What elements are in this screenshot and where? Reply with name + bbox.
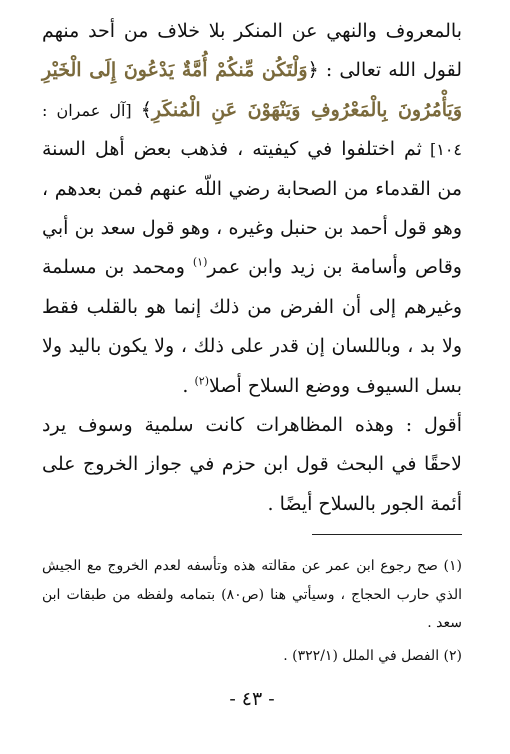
verse-open-bracket: ﴿ <box>307 59 319 82</box>
book-page <box>42 12 462 754</box>
footnote-divider <box>312 534 462 535</box>
verse-close-bracket: ﴾ <box>140 98 152 121</box>
paragraph-body: ثم اختلفوا في كيفيته ، فذهب بعض أهل السنة من القدماء من الصحابة رضي اللّه عنهم فمن بعدهم ، وهو قول أحمد بن حنبل وغيره ، وهو قول سعد بن أبي وقاص وأسامة بن زيد وابن عمر <box>42 138 462 279</box>
footnote-marker-2[interactable]: (٢) <box>194 374 209 388</box>
footnotes-section <box>42 552 462 670</box>
verse-text: وَلْتَكُن مِّنكُمْ أُمَّةٌ يَدْعُونَ إِلَى الْخَيْرِ وَيَأْمُرُونَ بِالْمَعْرُوفِ وَيَنْهَوْنَ عَنِ الْمُنكَرِ <box>42 59 462 121</box>
footnote-marker-1[interactable]: (١) <box>192 256 208 270</box>
paragraph-continuation: ومحمد بن مسلمة وغيرهم إلى أن الفرض من ذلك إنما هو بالقلب فقط ولا بد ، وباللسان إن قدر على ذلك ، ولا يكون باليد ولا بسل السيوف ووضع السلاح أصلا <box>42 256 462 397</box>
paragraph-end: . <box>182 374 195 397</box>
footnote-1: (١) صح رجوع ابن عمر عن مقالته هذه وتأسفه لعدم الخروج مع الجيش الذي حارب الحجاج ، وسيأتي هنا (ص٨٠) بتمامه ولفظه من طبقات ابن سعد . <box>42 558 462 631</box>
footnote-2: (٢) الفصل في الملل (٣٢٢/١) . <box>283 647 462 664</box>
verse-reference: [آل عمران : ١٠٤] <box>42 100 462 160</box>
page-number: - ٤٣ - <box>229 688 275 710</box>
main-paragraph-2: أقول : وهذه المظاهرات كانت سلمية وسوف يرد لاحقًا في البحث قول ابن حزم في جواز الخروج على أئمة الجور بالسلاح أيضًا . <box>42 414 462 515</box>
paragraph-intro: بالمعروف والنهي عن المنكر بلا خلاف من أحد منهم لقول الله تعالى : <box>42 20 462 82</box>
main-paragraph-1 <box>42 12 462 406</box>
